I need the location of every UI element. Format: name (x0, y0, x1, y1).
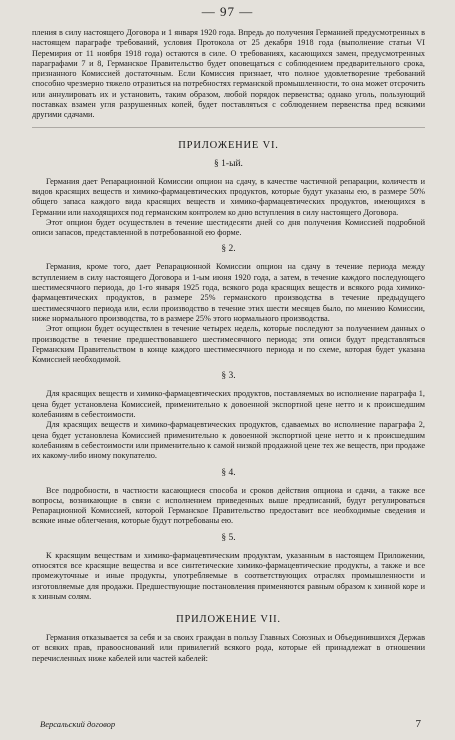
footer-label: Версальский договор (40, 719, 116, 729)
section-1-heading: § 1-ый. (214, 158, 243, 169)
section-5-paragraph-1: К красящим веществам и химико-фармацевтическим продуктам, указанным в настоящем Приложении, относятся все красящие вещества и все синтетические химико-фармацевтические продукты, а также и все промежуточные и иные продукты, употребляемые в соответствующих отраслях промышленности и изготовляемые для продажи. Предшествующие постановления применяются равным образом к хинной коре и к хинным солям. (32, 550, 425, 601)
section-2-heading: § 2. (221, 244, 236, 255)
section-4-paragraph-1: Все подробности, в частности касающиеся способа и сроков действия опциона и сдачи, а также все вопросы, возникающие в связи с исполнением приведенных выше предписаний, будут регулироваться Репарационной Комиссией, которой Германское Правительство предоставит все необходимые сведения и всякие иные облегчения, которые будут потребованы ею. (32, 485, 425, 526)
section-divider (32, 127, 425, 128)
annex-7-paragraph-1: Германия отказывается за себя и за своих граждан в пользу Главных Союзных и Объединившихся Держав от всяких прав, правооснований или привилегий всякого рода, которые ей принадлежат в отношении перечисленных ниже кабелей или частей кабелей: (32, 633, 425, 663)
sheet-number: 7 (415, 718, 421, 730)
section-1-paragraph-1: Германия дает Репарационной Комиссии опцион на сдачу, в качестве частичной репарации, количеств и видов красящих веществ и химико-фармацевтических продуктов, которые будут указаны ею, в размере 50% общего запаса каждого вида красящих веществ и химико-фармацевтических продуктов, имеющихся в Германии или находящихся под германским контролем ко дню вступления в силу настоящего Договора. (32, 176, 425, 217)
page-number: — 97 — (201, 4, 254, 19)
page-footer (40, 718, 421, 730)
section-5-heading: § 5. (221, 532, 236, 543)
section-1-paragraph-2: Этот опцион будет осуществлен в течение шестидесяти дней со дня получения Комиссией подробной описи запасов, представленной в потребованной ею форме. (32, 217, 425, 238)
annex-7-title: ПРИЛОЖЕНИЕ VII. (176, 614, 281, 626)
annex-6-title: ПРИЛОЖЕНИЕ VI. (178, 139, 279, 151)
section-4-heading: § 4. (221, 467, 236, 478)
section-3-heading: § 3. (221, 371, 236, 382)
section-3-paragraph-2: Для красящих веществ и химико-фармацевтических продуктов, сдаваемых во исполнение параграфа 2, цена будет установлена Комиссией применительно к довоенной экспортной цене нетто и к происшедшим колебаниям в себестоимости или применительно к самой низкой продажной цене тех же веществ, при продаже их какому-либо иному покупателю. (32, 420, 425, 461)
section-2-paragraph-2: Этот опцион будет осуществлен в течение четырех недель, которые последуют за получением данных о производстве в течение предшествовавшего шестимесячного периода; эти описи будут представляться Германским Правительством в конце каждого шестимесячного периода и по схеме, которая будет указана Комиссией необходимой. (32, 324, 425, 365)
intro-paragraph: пления в силу настоящего Договора и 1 января 1920 года. Впредь до получения Германией предусмотренных в настоящем параграфе требований, условия Протокола от 25 декабря 1918 года (выполнение статьи VI Перемирия от 11 ноября 1918 года) остаются в силе. О требованиях, касающихся замен, предусмотренных параграфами 7 и 8, Германское Правительство будет оповещаться с соблюдением предварительного срока, признанного Комиссией достаточным. Если Комиссия признает, что полное удовлетворение требований способно чрезмерно тяжело отразиться на потребностях германской промышленности, то она может отсрочить или аннулировать их и установить, таким образом, любой порядок первенства; однако уголь, пользующий поставках взамен угля разрушенных копей, будет поставляться с соблюдением первенства пред всякими другими сдачами. (32, 28, 425, 120)
section-2-paragraph-1: Германия, кроме того, дает Репарационной Комиссии опцион на сдачу в течение периода между вступлением в силу настоящего Договора и 1-ым июня 1920 года, а затем, в течение каждого последующего шестимесячного периода, до 1-го января 1925 года, всякого рода красящих веществ и всякого рода химико-фармацевтических продуктов, в размере 25% германского производства в течение предыдущего шестимесячного периода или, если производство в течение этих шести месяцев было, по мнению Комиссии, ниже нормального производства, то в размере 25% этого нормального производства. (32, 262, 425, 323)
section-3-paragraph-1: Для красящих веществ и химико-фармацевтических продуктов, поставляемых во исполнение параграфа 1, цена будет установлена Комиссией, применительно к довоенной экспортной цене нетто и к происшедшим колебаниям в себестоимости. (32, 389, 425, 420)
